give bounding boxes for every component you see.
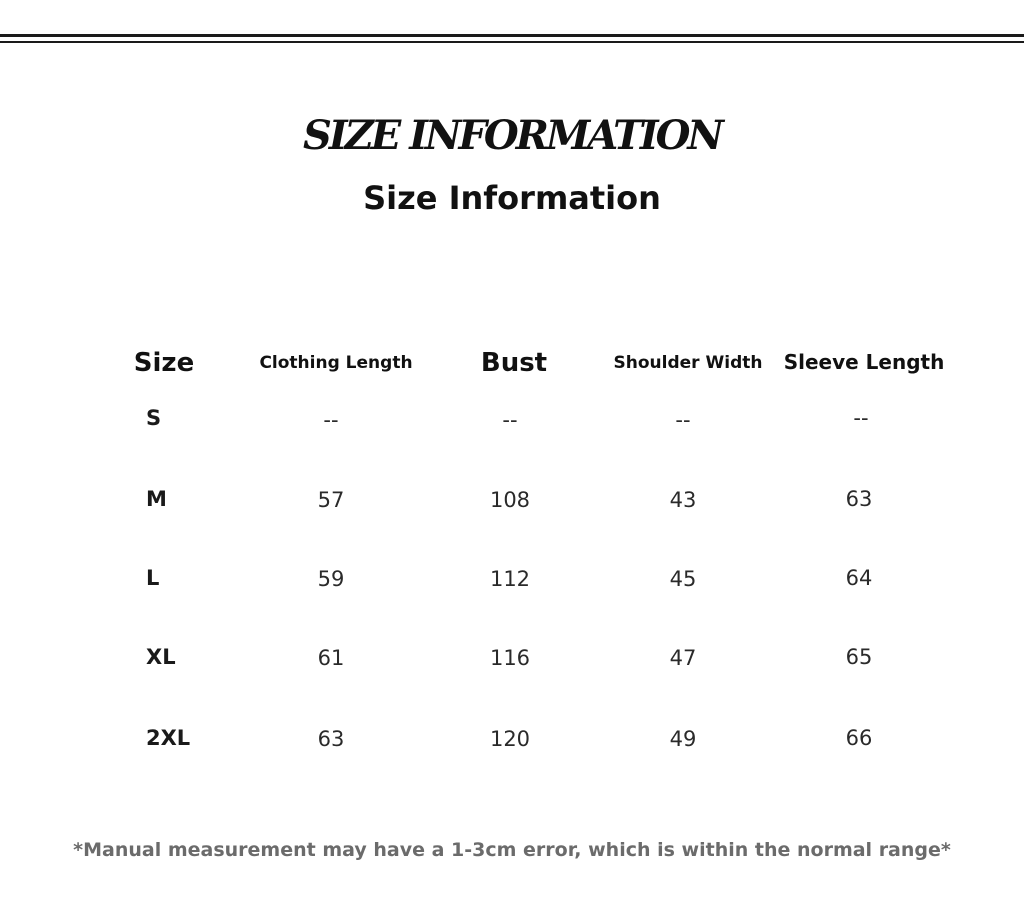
column-header-size: Size <box>133 348 195 378</box>
column-header-sleeve-length: Sleeve Length <box>783 350 945 374</box>
measurement-footnote: *Manual measurement may have a 1-3cm error, which is within the normal range* <box>73 839 951 861</box>
display-title: SIZE INFORMATION <box>303 112 721 159</box>
column-header-shoulder-width: Shoulder Width <box>613 353 763 373</box>
sleeve-length-value: -- <box>853 406 869 430</box>
column-header-bust: Bust <box>480 348 548 378</box>
clothing-length-value: 61 <box>317 646 345 670</box>
bust-value: -- <box>502 408 518 432</box>
sleeve-length-value: 63 <box>845 487 873 511</box>
shoulder-width-value: 43 <box>669 488 697 512</box>
sleeve-length-value: 64 <box>845 566 873 590</box>
bust-value: 120 <box>489 727 531 751</box>
bust-value: 108 <box>489 488 531 512</box>
clothing-length-value: -- <box>323 408 339 432</box>
row-size-label: XL <box>146 645 176 669</box>
column-header-clothing-length: Clothing Length <box>259 353 413 373</box>
clothing-length-value: 63 <box>317 727 345 751</box>
bust-value: 116 <box>489 646 531 670</box>
sleeve-length-value: 65 <box>845 645 873 669</box>
shoulder-width-value: 47 <box>669 646 697 670</box>
row-size-label: 2XL <box>146 726 191 750</box>
shoulder-width-value: -- <box>675 408 691 432</box>
shoulder-width-value: 45 <box>669 567 697 591</box>
shoulder-width-value: 49 <box>669 727 697 751</box>
row-size-label: M <box>146 487 167 511</box>
row-size-label: L <box>146 566 160 590</box>
row-size-label: S <box>146 406 162 430</box>
clothing-length-value: 59 <box>317 567 345 591</box>
sleeve-length-value: 66 <box>845 726 873 750</box>
page-title: Size Information <box>363 179 661 217</box>
clothing-length-value: 57 <box>317 488 345 512</box>
bust-value: 112 <box>489 567 531 591</box>
